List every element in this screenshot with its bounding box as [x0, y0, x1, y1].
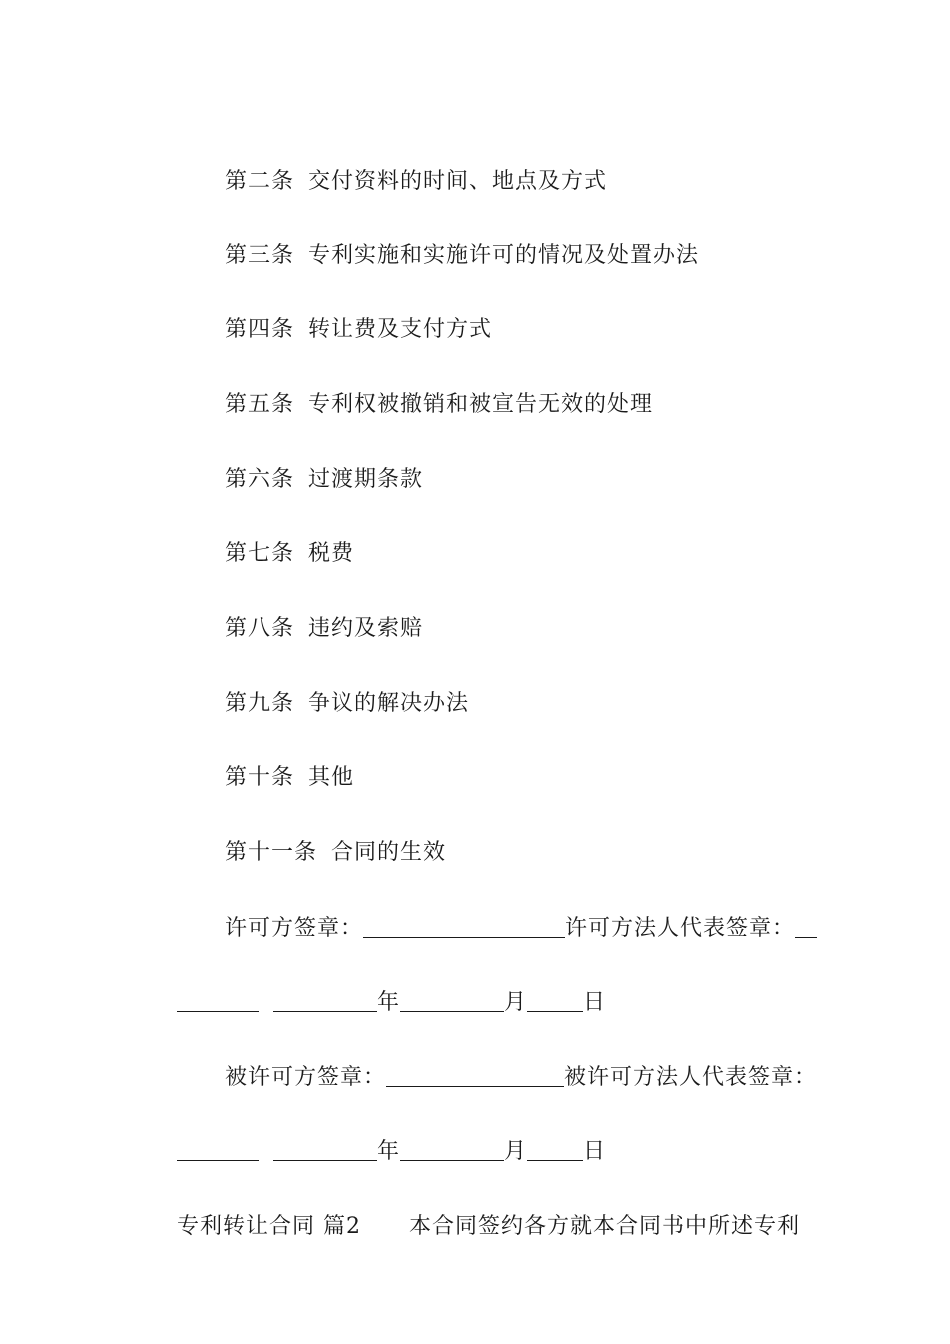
- day-label: 日: [583, 1139, 607, 1164]
- year-label: 年: [376, 1139, 400, 1164]
- article-title: 转让费及支付方式: [308, 317, 493, 342]
- next-section-line: [145, 1182, 800, 1272]
- article-title: 专利权被撤销和被宣告无效的处理: [308, 392, 654, 417]
- licensor-rep-signature-blank-cont[interactable]: [177, 991, 259, 1012]
- article-title: 合同的生效: [331, 840, 447, 865]
- licensee-rep-signature-blank[interactable]: [177, 1140, 259, 1161]
- article-title: 其他: [308, 765, 355, 790]
- article-number: 第十条: [224, 765, 294, 790]
- licensee-rep-label: 被许可方法人代表签章：: [564, 1065, 818, 1090]
- article-title: 交付资料的时间、地点及方式: [308, 169, 608, 194]
- month-blank[interactable]: [400, 1140, 504, 1161]
- article-number: 第八条: [224, 616, 294, 641]
- licensee-signature-blank[interactable]: [386, 1066, 564, 1087]
- licensor-signature-blank[interactable]: [363, 917, 565, 938]
- day-label: 日: [583, 990, 607, 1015]
- year-blank[interactable]: [273, 1140, 377, 1161]
- licensor-rep-signature-blank[interactable]: [795, 917, 817, 938]
- next-contract-heading: 专利转让合同 篇2: [176, 1214, 361, 1239]
- licensor-label: 许可方签章：: [224, 916, 363, 941]
- article-number: 第五条: [224, 392, 294, 417]
- month-label: 月: [504, 990, 528, 1015]
- licensee-label: 被许可方签章：: [224, 1065, 386, 1090]
- article-title: 专利实施和实施许可的情况及处置办法: [308, 243, 700, 268]
- article-title: 违约及索赔: [308, 616, 424, 641]
- article-number: 第六条: [224, 467, 294, 492]
- year-blank[interactable]: [273, 991, 377, 1012]
- article-number: 第十一条: [224, 840, 317, 865]
- month-blank[interactable]: [400, 991, 504, 1012]
- day-blank[interactable]: [527, 1140, 583, 1161]
- article-number: 第三条: [224, 243, 294, 268]
- article-number: 第七条: [224, 541, 294, 566]
- article-number: 第九条: [224, 691, 294, 716]
- year-label: 年: [376, 990, 400, 1015]
- article-title: 过渡期条款: [308, 467, 424, 492]
- next-contract-intro: 本合同签约各方就本合同书中所述专利: [408, 1214, 800, 1239]
- article-number: 第四条: [224, 317, 294, 342]
- licensor-rep-label: 许可方法人代表签章：: [565, 916, 796, 941]
- article-title: 争议的解决办法: [308, 691, 470, 716]
- day-blank[interactable]: [527, 991, 583, 1012]
- article-title: 税费: [308, 541, 355, 566]
- article-number: 第二条: [224, 169, 294, 194]
- month-label: 月: [504, 1139, 528, 1164]
